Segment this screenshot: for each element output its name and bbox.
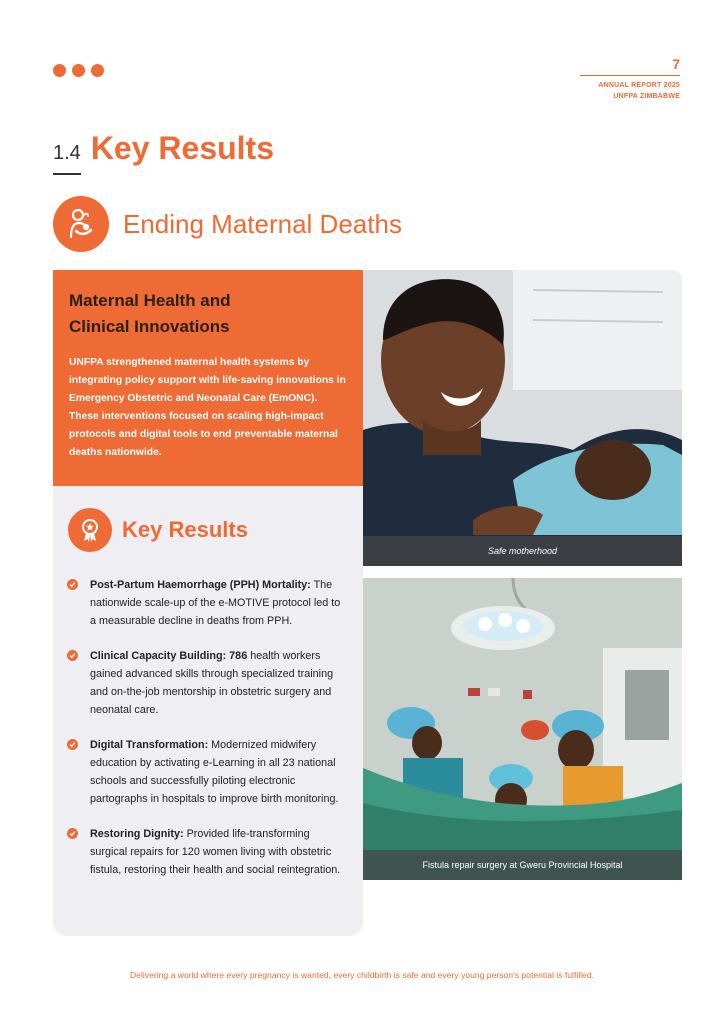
photo-caption: Safe motherhood: [363, 536, 682, 566]
section-title: [53, 130, 274, 171]
list-item: [67, 825, 349, 879]
header-divider: [580, 75, 680, 76]
mother-and-child-icon: [53, 196, 109, 252]
sub-heading-title: Ending Maternal Deaths: [123, 208, 402, 239]
check-icon: [67, 739, 78, 750]
intro-body: UNFPA strengthened maternal health systems by integrating policy support with life-saving innovations in Emergency Obstetric and Neonatal Care (EmONC). These interventions focused on scaling high-impact protocols and digital tools to end preventable maternal deaths nationwide.: [69, 357, 346, 458]
report-label: ANNUAL REPORT 2025: [598, 82, 680, 89]
list-item: [67, 736, 349, 808]
footer-tagline: Delivering a world where every pregnancy is wanted, every childbirth is safe and every young person's potential is fulfilled.: [129, 970, 595, 980]
check-icon: [67, 828, 78, 839]
intro-panel: [53, 270, 363, 486]
list-item: [67, 647, 349, 719]
list-item: [67, 576, 349, 630]
result-label: Digital Transformation:: [90, 739, 209, 751]
result-label: Clinical Capacity Building: 786: [90, 650, 248, 662]
result-description: Modernized midwifery education by activating e-Learning in all 23 national schools and successfully piloting electronic partographs in hospitals to improve birth monitoring.: [90, 739, 339, 805]
award-ribbon-icon: [68, 508, 112, 552]
page-number: 7: [672, 56, 680, 72]
check-icon: [67, 579, 78, 590]
result-text: [90, 736, 349, 808]
dot: [72, 64, 85, 77]
org-label: UNFPA ZIMBABWE: [613, 93, 680, 100]
sub-heading: [53, 196, 402, 252]
result-description: The nationwide scale-up of the e-MOTIVE protocol led to a measurable decline in deaths from PPH.: [90, 579, 341, 627]
dot: [91, 64, 104, 77]
photo-safe-motherhood: [363, 270, 682, 566]
result-text: [90, 576, 349, 630]
key-results-panel: [53, 486, 363, 936]
photo-caption: Fistula repair surgery at Gweru Provincial Hospital: [363, 850, 682, 880]
key-results-title: Key Results: [122, 517, 248, 542]
dot: [53, 64, 66, 77]
key-results-list: [67, 576, 349, 879]
photo-fistula-surgery: [363, 578, 682, 880]
result-label: Post-Partum Haemorrhage (PPH) Mortality:: [90, 579, 311, 591]
mother-photo-illustration: [363, 270, 682, 566]
intro-title: Maternal Health and Clinical Innovations: [69, 291, 231, 336]
result-text: [90, 825, 349, 879]
page-header: [580, 56, 680, 102]
decorative-dots: [53, 64, 104, 77]
result-label: Restoring Dignity:: [90, 828, 184, 840]
check-icon: [67, 650, 78, 661]
section-heading: Key Results: [90, 130, 274, 166]
result-description: health workers gained advanced skills through specialized training and on-the-job mentorship in obstetric surgery and neonatal care.: [90, 650, 334, 716]
result-description: Provided life-transforming surgical repairs for 120 women living with obstetric fistula, restoring their health and social reintegration.: [90, 828, 341, 876]
section-number: 1.4: [53, 142, 81, 171]
result-text: [90, 647, 349, 719]
key-results-heading: [68, 508, 349, 552]
surgery-photo-illustration: [363, 578, 682, 880]
